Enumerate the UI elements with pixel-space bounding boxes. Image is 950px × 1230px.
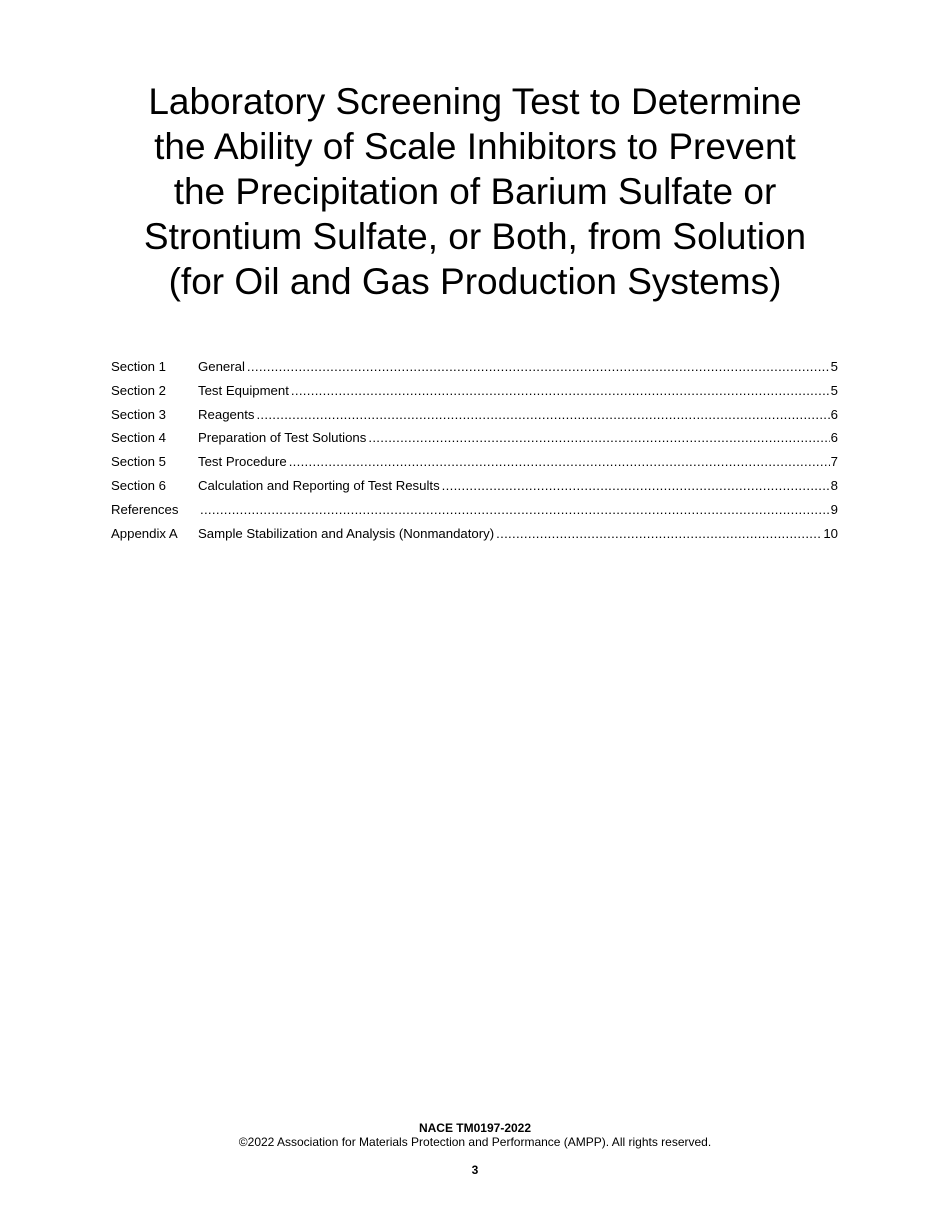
toc-entry-title: Reagents (198, 406, 255, 422)
toc-entry-page: 6 (830, 430, 838, 446)
toc-entry-label: Section 2 (111, 382, 166, 398)
toc-entry-label: Appendix A (111, 525, 178, 541)
toc-dot-leader (291, 383, 830, 398)
toc-entry-page: 6 (830, 406, 838, 422)
toc-entry-title: General (198, 359, 245, 374)
table-of-contents (111, 359, 838, 549)
toc-entry-label: Section 6 (111, 477, 166, 493)
toc-entry-title: Test Equipment (198, 382, 289, 398)
toc-dot-leader (368, 430, 829, 445)
toc-entry-page: 10 (823, 525, 838, 541)
footer-copyright: ©2022 Association for Materials Protection and Performance (AMPP). All rights reserved. (238, 1135, 712, 1149)
toc-entry-label: Section 3 (111, 406, 166, 422)
toc-entry-page: 9 (830, 501, 838, 517)
toc-entry[interactable] (111, 454, 838, 478)
toc-entry-title: Preparation of Test Solutions (198, 430, 367, 446)
toc-entry-title: Sample Stabilization and Analysis (Nonmandatory) (198, 525, 495, 541)
page-number: 3 (471, 1163, 479, 1177)
footer-standard-number: NACE TM0197-2022 (418, 1121, 532, 1135)
toc-entry-title: Calculation and Reporting of Test Results (198, 477, 440, 493)
toc-entry-title: Test Procedure (198, 454, 287, 470)
toc-entry-page: 7 (830, 454, 838, 470)
toc-entry[interactable] (111, 359, 838, 383)
toc-entry[interactable] (111, 383, 838, 407)
toc-entry-page: 5 (830, 359, 838, 374)
toc-dot-leader (496, 526, 822, 541)
toc-entry[interactable] (111, 407, 838, 431)
toc-dot-leader (442, 478, 830, 493)
toc-dot-leader (256, 407, 829, 422)
toc-entry-label: Section 5 (111, 454, 166, 470)
toc-dot-leader (289, 454, 830, 469)
toc-entry[interactable] (111, 502, 838, 526)
toc-entry-label: Section 4 (111, 430, 166, 446)
toc-entry-label: Section 1 (111, 359, 166, 374)
toc-dot-leader (200, 502, 830, 517)
toc-entry-page: 8 (830, 477, 838, 493)
title-line: the Ability of Scale Inhibitors to Prevent (154, 126, 796, 167)
toc-entry-label: References (111, 501, 179, 517)
title-line: Laboratory Screening Test to Determine (148, 81, 802, 122)
document-title (110, 79, 840, 304)
title-line: the Precipitation of Barium Sulfate or (173, 171, 777, 212)
toc-entry-page: 5 (830, 382, 838, 398)
toc-entry[interactable] (111, 430, 838, 454)
toc-entry[interactable] (111, 526, 838, 550)
title-line: Strontium Sulfate, or Both, from Solution (143, 216, 807, 257)
toc-entry[interactable] (111, 478, 838, 502)
title-line: (for Oil and Gas Production Systems) (168, 261, 782, 302)
toc-dot-leader (247, 359, 830, 374)
